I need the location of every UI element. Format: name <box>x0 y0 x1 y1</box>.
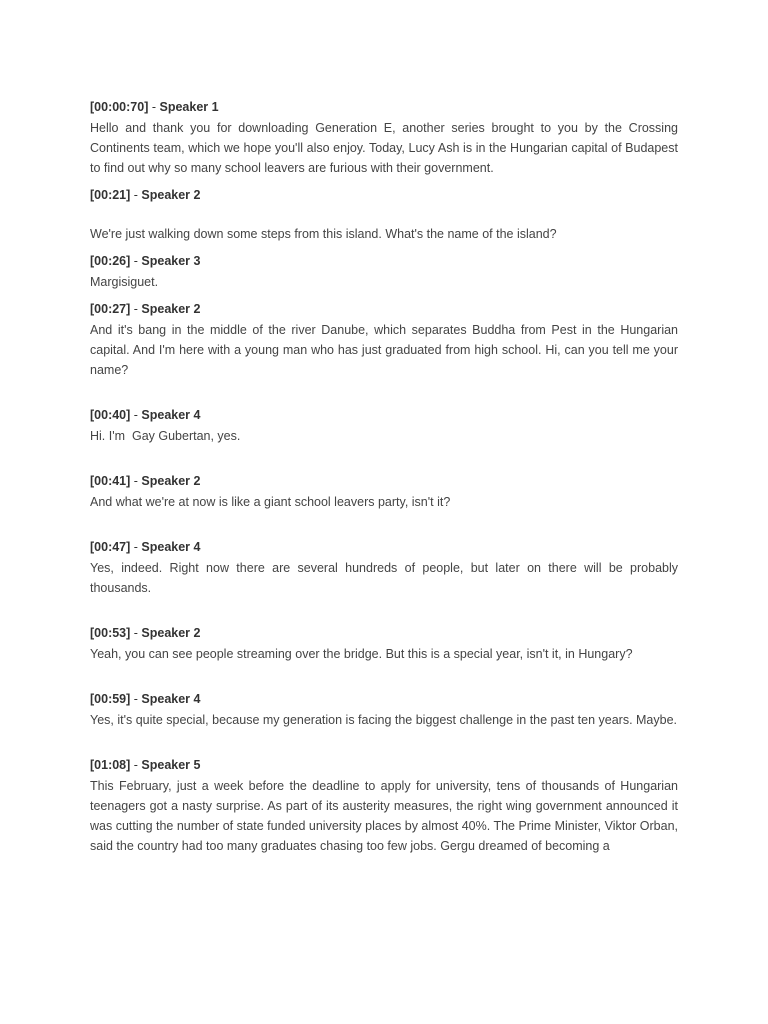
timestamp: [00:40] <box>90 408 131 422</box>
transcript-entry <box>90 251 678 292</box>
transcript-entry <box>90 471 678 512</box>
speaker-name: Speaker 2 <box>141 302 201 316</box>
transcript-entry <box>90 299 678 380</box>
separator: - <box>130 692 142 706</box>
entry-header <box>90 299 678 319</box>
entry-text: Yes, it's quite special, because my generation is facing the biggest challenge in the past ten years. Maybe. <box>90 713 677 727</box>
separator: - <box>130 254 142 268</box>
speaker-name: Speaker 2 <box>141 626 201 640</box>
entry-header <box>90 405 678 425</box>
speaker-name: Speaker 4 <box>141 408 201 422</box>
entry-header <box>90 689 678 709</box>
speaker-name: Speaker 3 <box>141 254 201 268</box>
timestamp: [00:47] <box>90 540 131 554</box>
separator: - <box>130 302 142 316</box>
timestamp: [00:53] <box>90 626 131 640</box>
speaker-name: Speaker 4 <box>141 540 201 554</box>
speaker-name: Speaker 4 <box>141 692 201 706</box>
entry-header <box>90 185 678 205</box>
transcript-entry <box>90 405 678 446</box>
speaker-name: Speaker 2 <box>141 188 201 202</box>
timestamp: [00:00:70] <box>90 100 149 114</box>
entry-text: And what we're at now is like a giant school leavers party, isn't it? <box>90 495 451 509</box>
entry-text: Yes, indeed. Right now there are several hundreds of people, but later on there will be probably thousands. <box>90 561 678 595</box>
timestamp: [01:08] <box>90 758 131 772</box>
transcript-entry <box>90 97 678 178</box>
separator: - <box>130 626 142 640</box>
separator: - <box>130 540 142 554</box>
separator: - <box>130 758 142 772</box>
entry-header <box>90 623 678 643</box>
separator: - <box>130 408 142 422</box>
transcript-entry <box>90 755 678 856</box>
entry-text: And it's bang in the middle of the river Danube, which separates Buddha from Pest in the Hungarian capital. And I'm here with a young man who has just graduated from high school. Hi, can you tell me your name? <box>90 323 678 377</box>
entry-text: Yeah, you can see people streaming over the bridge. But this is a special year, isn't it, in Hungary? <box>90 647 633 661</box>
timestamp: [00:26] <box>90 254 131 268</box>
entry-text: Margisiguet. <box>90 275 159 289</box>
entry-header <box>90 251 678 271</box>
speaker-name: Speaker 1 <box>159 100 219 114</box>
entry-header <box>90 97 678 117</box>
separator: - <box>130 188 142 202</box>
entry-text: Hello and thank you for downloading Generation E, another series brought to you by the Crossing Continents team, which we hope you'll also enjoy. Today, Lucy Ash is in the Hungarian capital of Budapest to find out why so many school leavers are furious with their government. <box>90 121 678 175</box>
entry-text: We're just walking down some steps from this island. What's the name of the island? <box>90 227 557 241</box>
speaker-name: Speaker 2 <box>141 474 201 488</box>
timestamp: [00:41] <box>90 474 131 488</box>
timestamp: [00:59] <box>90 692 131 706</box>
transcript-page <box>90 97 678 856</box>
entry-header <box>90 537 678 557</box>
transcript-entry <box>90 689 678 730</box>
speaker-name: Speaker 5 <box>141 758 201 772</box>
transcript-entry <box>90 185 678 244</box>
separator: - <box>130 474 142 488</box>
transcript-entry <box>90 537 678 598</box>
timestamp: [00:21] <box>90 188 131 202</box>
transcript-entry <box>90 623 678 664</box>
entry-header <box>90 471 678 491</box>
timestamp: [00:27] <box>90 302 131 316</box>
entry-header <box>90 755 678 775</box>
entry-text: Hi. I'm Gay Gubertan, yes. <box>90 429 241 443</box>
entry-text: This February, just a week before the deadline to apply for university, tens of thousands of Hungarian teenagers got a nasty surprise. As part of its austerity measures, the right wing government announced it was cutting the number of state funded university places by almost 40%. The Prime Minister, Viktor Orban, said the country had too many graduates chasing too few jobs. Gergu dreamed of becoming a <box>90 779 679 853</box>
separator: - <box>148 100 160 114</box>
